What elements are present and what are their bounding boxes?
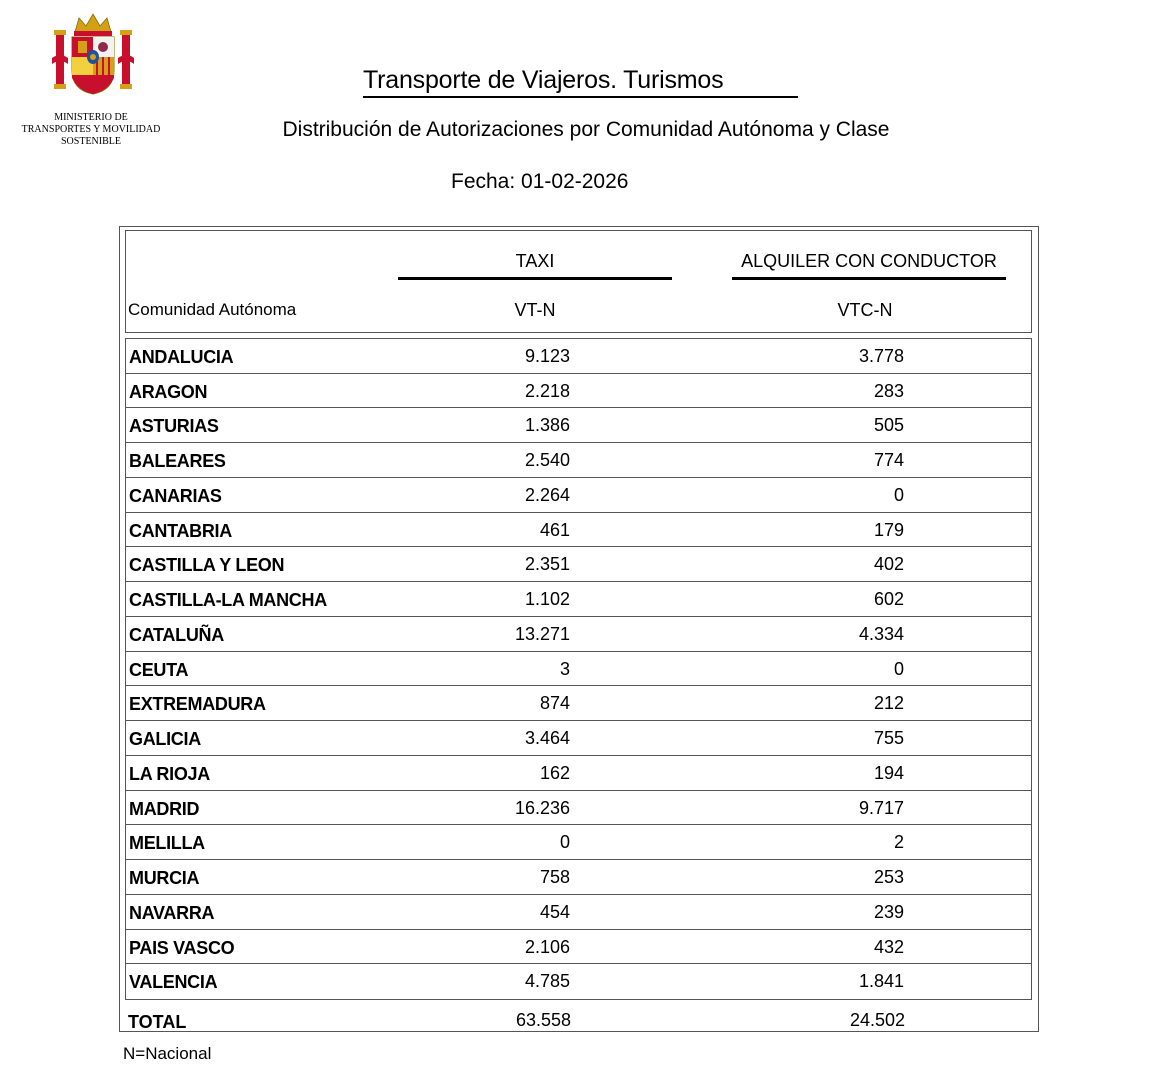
table-row: [126, 964, 1031, 999]
ministry-line: SOSTENIBLE: [61, 136, 121, 147]
table-row: [126, 930, 1031, 965]
region-name: GALICIA: [129, 729, 201, 750]
region-name: ANDALUCIA: [129, 347, 234, 367]
region-name: MADRID: [129, 798, 200, 819]
vtc-n-value: 3.778: [858, 346, 904, 366]
report-date: Fecha: 01-02-2026: [451, 170, 629, 193]
region-name: MELILLA: [129, 833, 205, 854]
vtc-n-value: 4.334: [858, 623, 904, 644]
table-body: [125, 338, 1032, 1000]
vtc-n-value: 432: [873, 936, 904, 957]
region-name: CEUTA: [129, 659, 189, 680]
table-row: [126, 478, 1031, 513]
vt-n-value: 162: [539, 762, 570, 783]
region-name: CASTILLA-LA MANCHA: [129, 590, 327, 611]
region-name: MURCIA: [129, 868, 200, 889]
table-row: [126, 652, 1031, 687]
vt-n-value: 4.785: [524, 971, 570, 992]
vt-n-value: 2.264: [524, 484, 570, 505]
vt-n-value: 2.218: [524, 380, 570, 401]
table-row: [126, 339, 1031, 374]
vtc-n-value: 2: [893, 832, 904, 853]
vt-n-value: 461: [539, 519, 570, 540]
vt-n-value: 2.540: [524, 450, 570, 471]
vt-n-value: 758: [539, 867, 570, 888]
region-name: ASTURIAS: [129, 416, 219, 437]
region-name: CASTILLA Y LEON: [129, 555, 285, 576]
total-vt-n: 63.558: [515, 1010, 571, 1030]
vtc-n-value: 505: [873, 415, 904, 436]
ministry-line: TRANSPORTES Y MOVILIDAD: [21, 124, 161, 135]
vt-n-value: 1.102: [524, 589, 570, 610]
region-name: ARAGON: [129, 381, 208, 402]
table-row: [126, 686, 1031, 721]
table-row: [126, 825, 1031, 860]
vt-n-value: 9.123: [524, 346, 570, 366]
table-row: [126, 582, 1031, 617]
vt-n-value: 16.236: [514, 797, 570, 818]
total-vtc-n: 24.502: [849, 1010, 905, 1030]
region-name: EXTREMADURA: [129, 694, 266, 715]
region-name: NAVARRA: [129, 902, 215, 923]
column-header-vt-n: VT-N: [514, 300, 556, 320]
vt-n-value: 454: [539, 901, 570, 922]
table-row: [126, 513, 1031, 548]
ministry-line: MINISTERIO DE: [54, 112, 128, 123]
vtc-n-value: 212: [873, 693, 904, 714]
vtc-n-value: 253: [873, 867, 904, 888]
coat-of-arms-icon: [48, 12, 138, 98]
table-row: [126, 374, 1031, 409]
row-header-label: Comunidad Autónoma: [128, 300, 297, 319]
vtc-n-value: 0: [893, 484, 904, 505]
group-rule-vtc: [732, 277, 1006, 280]
title-underline: [363, 96, 798, 98]
column-header-vtc-n: VTC-N: [837, 300, 893, 320]
table-row: [126, 547, 1031, 582]
vt-n-value: 13.271: [514, 623, 570, 644]
table-row: [126, 756, 1031, 791]
vt-n-value: 2.351: [524, 554, 570, 575]
region-name: PAIS VASCO: [129, 937, 235, 958]
region-name: LA RIOJA: [129, 763, 210, 784]
vtc-n-value: 1.841: [858, 971, 904, 992]
table-row: [126, 895, 1031, 930]
vt-n-value: 3.464: [524, 728, 570, 749]
vt-n-value: 3: [559, 658, 570, 679]
table-row: [126, 443, 1031, 478]
region-name: CATALUÑA: [129, 624, 224, 645]
group-label-vtc: ALQUILER CON CONDUCTOR: [741, 251, 997, 271]
vtc-n-value: 774: [873, 450, 904, 471]
region-name: BALEARES: [129, 451, 226, 472]
region-name: CANARIAS: [129, 485, 222, 506]
group-label-taxi: TAXI: [515, 251, 555, 271]
vtc-n-value: 9.717: [858, 797, 904, 818]
vtc-n-value: 0: [893, 658, 904, 679]
vtc-n-value: 283: [873, 380, 904, 401]
table-row: [126, 617, 1031, 652]
page-subtitle: Distribución de Autorizaciones por Comunidad Autónoma y Clase: [282, 118, 890, 141]
vt-n-value: 0: [559, 832, 570, 853]
region-name: VALENCIA: [129, 972, 218, 993]
table-row: [126, 408, 1031, 443]
vtc-n-value: 194: [873, 762, 904, 783]
vtc-n-value: 602: [873, 589, 904, 610]
vtc-n-value: 402: [873, 554, 904, 575]
region-name: CANTABRIA: [129, 520, 232, 541]
vtc-n-value: 179: [873, 519, 904, 540]
table-row: [126, 791, 1031, 826]
vt-n-value: 874: [539, 693, 570, 714]
page-title: Transporte de Viajeros. Turismos: [363, 66, 724, 94]
total-label: TOTAL: [128, 1012, 187, 1032]
vtc-n-value: 755: [873, 728, 904, 749]
vt-n-value: 2.106: [524, 936, 570, 957]
footnote: N=Nacional: [123, 1044, 212, 1063]
vt-n-value: 1.386: [524, 415, 570, 436]
vtc-n-value: 239: [873, 901, 904, 922]
table-row: [126, 860, 1031, 895]
group-rule-taxi: [398, 277, 672, 280]
table-row: [126, 721, 1031, 756]
